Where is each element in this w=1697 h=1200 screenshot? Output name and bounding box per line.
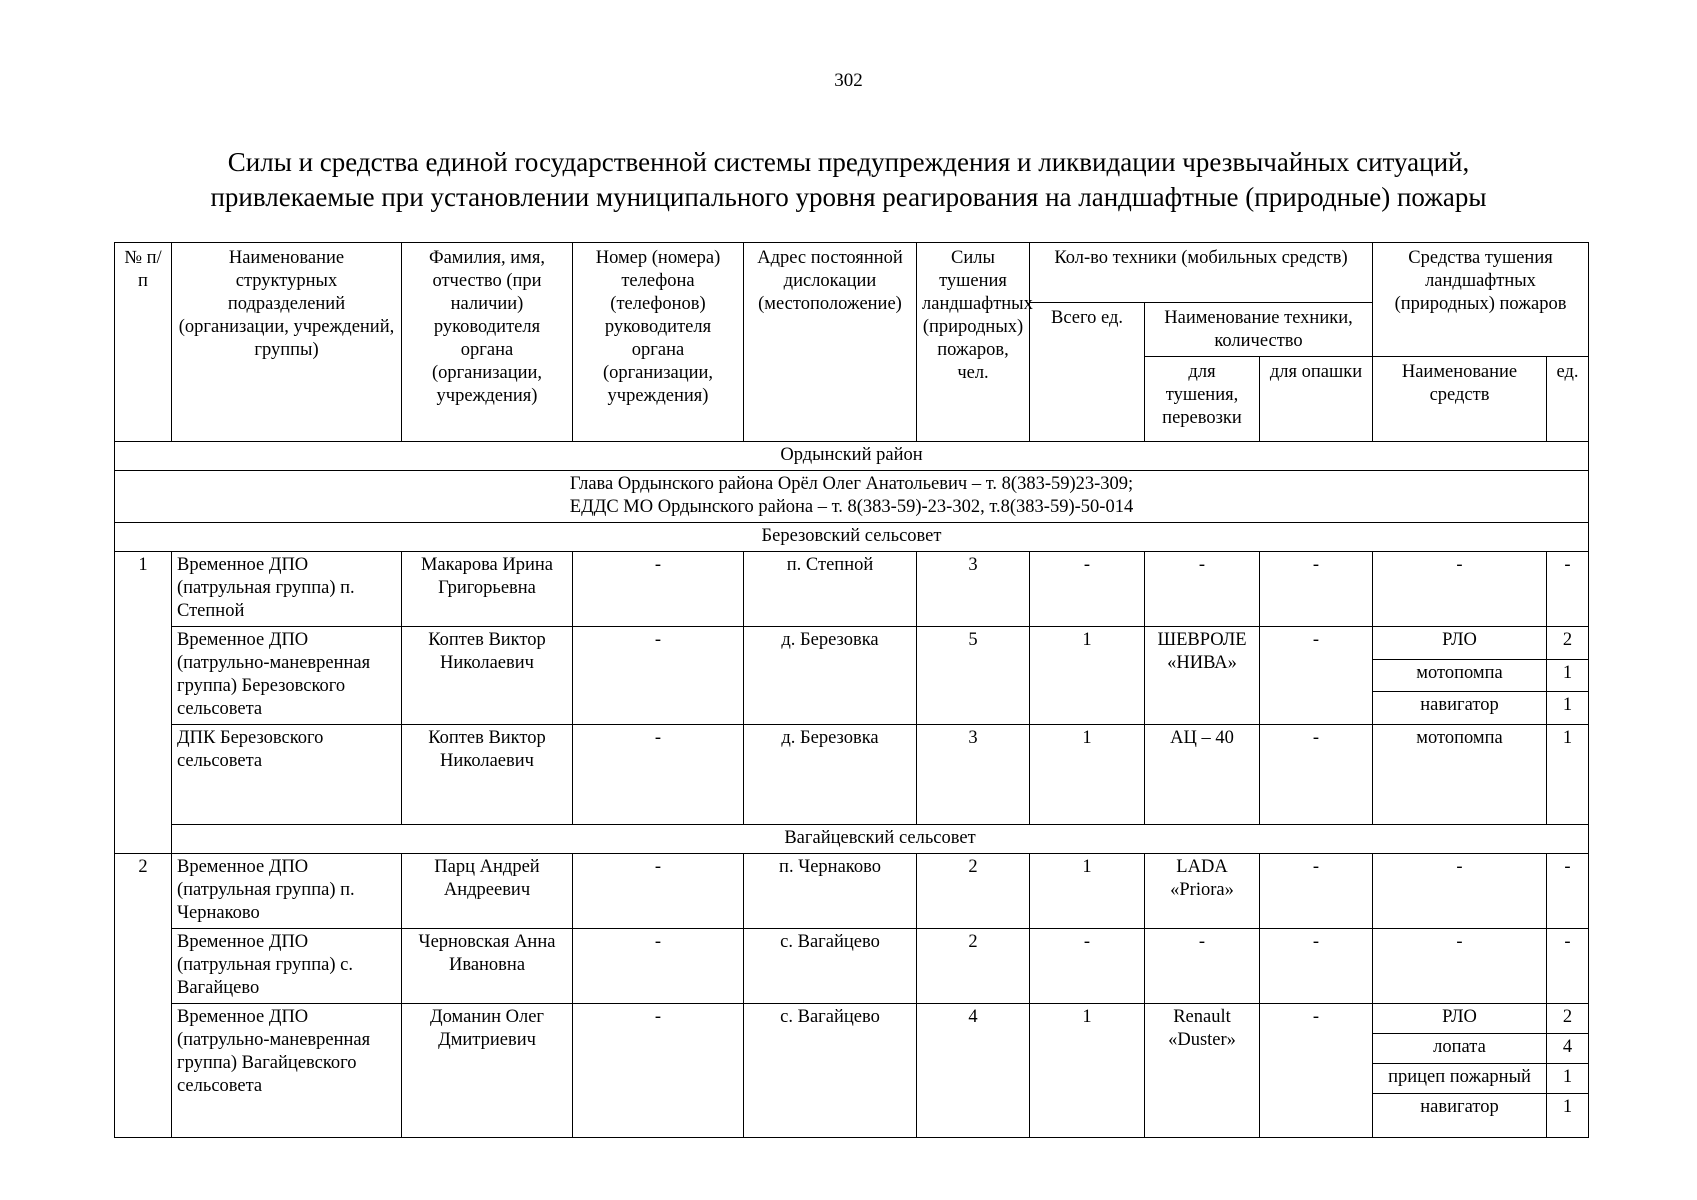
means-name: прицеп пожарный <box>1373 1064 1547 1094</box>
means-name: - <box>1373 929 1547 1004</box>
means-qty: 1 <box>1547 659 1589 692</box>
forces-count: 4 <box>917 1004 1030 1138</box>
vehicles-total: 1 <box>1030 854 1145 929</box>
vehicles-plough: - <box>1260 725 1373 825</box>
unit-name: ДПК Березовского сельсовета <box>172 725 402 825</box>
header-forces: Силы тушения ландшафтных (природных) пожаров, чел. <box>917 243 1030 442</box>
address: с. Вагайцево <box>744 929 917 1004</box>
means-qty: - <box>1547 854 1589 929</box>
means-name: мотопомпа <box>1373 725 1547 825</box>
title-line-2: привлекаемые при установлении муниципального уровня реагирования на ландшафтные (природные) пожары <box>210 182 1487 212</box>
vehicles-plough: - <box>1260 627 1373 725</box>
vehicles-total: - <box>1030 552 1145 627</box>
vehicles-extinguish: Renault «Duster» <box>1145 1004 1260 1138</box>
header-vehicles-group: Кол-во техники (мобильных средств) <box>1030 243 1373 303</box>
address: п. Степной <box>744 552 917 627</box>
district-row: Ордынский район <box>115 442 1589 471</box>
phone: - <box>573 725 744 825</box>
phone: - <box>573 552 744 627</box>
district-contacts <box>115 471 1589 523</box>
vehicles-extinguish: АЦ – 40 <box>1145 725 1260 825</box>
vehicles-plough: - <box>1260 552 1373 627</box>
vehicles-total: 1 <box>1030 725 1145 825</box>
forces-table <box>114 242 1589 1138</box>
address: д. Березовка <box>744 725 917 825</box>
district-contacts-line-1: Глава Ордынского района Орёл Олег Анатольевич – т. 8(383-59)23-309; <box>569 474 1134 494</box>
page-title <box>0 145 1697 215</box>
vehicles-total: 1 <box>1030 627 1145 725</box>
means-qty: 4 <box>1547 1034 1589 1064</box>
header-name: Наименование структурных подразделений (организации, учреждений, группы) <box>172 243 402 442</box>
header-vehicles-extinguish: для тушения, перевозки <box>1145 357 1260 442</box>
means-qty: 1 <box>1547 725 1589 825</box>
phone: - <box>573 929 744 1004</box>
unit-name: Временное ДПО (патрульная группа) с. Вагайцево <box>172 929 402 1004</box>
page-number: 302 <box>834 70 863 91</box>
section-header: Березовский сельсовет <box>115 523 1589 552</box>
means-name: РЛО <box>1373 1004 1547 1034</box>
header-vehicles-plough: для опашки <box>1260 357 1373 442</box>
means-qty: 1 <box>1547 1094 1589 1138</box>
means-name: - <box>1373 854 1547 929</box>
vehicles-extinguish: LADA «Priora» <box>1145 854 1260 929</box>
row-number: 2 <box>115 854 172 1138</box>
header-vehicles-total: Всего ед. <box>1030 303 1145 442</box>
means-qty: 2 <box>1547 1004 1589 1034</box>
vehicles-total: - <box>1030 929 1145 1004</box>
forces-count: 5 <box>917 627 1030 725</box>
vehicles-plough: - <box>1260 1004 1373 1138</box>
forces-count: 2 <box>917 929 1030 1004</box>
forces-table-container <box>114 242 1589 1138</box>
forces-count: 3 <box>917 725 1030 825</box>
header-address: Адрес постоянной дислокации (местоположение) <box>744 243 917 442</box>
vehicles-extinguish: ШЕВРОЛЕ «НИВА» <box>1145 627 1260 725</box>
phone: - <box>573 627 744 725</box>
means-name: лопата <box>1373 1034 1547 1064</box>
forces-count: 2 <box>917 854 1030 929</box>
vehicles-plough: - <box>1260 929 1373 1004</box>
district-contacts-line-2: ЕДДС МО Ордынского района – т. 8(383-59)-23-302, т.8(383-59)-50-014 <box>569 497 1134 517</box>
unit-name: Временное ДПО (патрульная группа) п. Степной <box>172 552 402 627</box>
header-phone: Номер (номера) телефона (телефонов) руководителя органа (организации, учреждения) <box>573 243 744 442</box>
header-means-unit: ед. <box>1547 357 1589 442</box>
address: п. Чернаково <box>744 854 917 929</box>
leader-name: Парц Андрей Андреевич <box>402 854 573 929</box>
phone: - <box>573 854 744 929</box>
means-qty: 1 <box>1547 692 1589 725</box>
means-name: мотопомпа <box>1373 659 1547 692</box>
unit-name: Временное ДПО (патрульно-маневренная группа) Вагайцевского сельсовета <box>172 1004 402 1138</box>
forces-count: 3 <box>917 552 1030 627</box>
header-vehicles-names: Наименование техники, количество <box>1145 303 1373 357</box>
means-name: навигатор <box>1373 1094 1547 1138</box>
header-leader: Фамилия, имя, отчество (при наличии) руководителя органа (организации, учреждения) <box>402 243 573 442</box>
leader-name: Коптев Виктор Николаевич <box>402 627 573 725</box>
vehicles-plough: - <box>1260 854 1373 929</box>
address: д. Березовка <box>744 627 917 725</box>
vehicles-extinguish: - <box>1145 552 1260 627</box>
leader-name: Коптев Виктор Николаевич <box>402 725 573 825</box>
means-qty: - <box>1547 552 1589 627</box>
means-name: - <box>1373 552 1547 627</box>
means-qty: 2 <box>1547 627 1589 660</box>
title-line-1: Силы и средства единой государственной системы предупреждения и ликвидации чрезвычайных ситуаций, <box>227 147 1470 177</box>
unit-name: Временное ДПО (патрульно-маневренная группа) Березовского сельсовета <box>172 627 402 725</box>
phone: - <box>573 1004 744 1138</box>
means-qty: - <box>1547 929 1589 1004</box>
unit-name: Временное ДПО (патрульная группа) п. Чернаково <box>172 854 402 929</box>
row-number: 1 <box>115 552 172 854</box>
means-name: РЛО <box>1373 627 1547 660</box>
vehicles-total: 1 <box>1030 1004 1145 1138</box>
address: с. Вагайцево <box>744 1004 917 1138</box>
section-header: Вагайцевский сельсовет <box>172 825 1589 854</box>
leader-name: Черновская Анна Ивановна <box>402 929 573 1004</box>
header-means-group: Средства тушения ландшафтных (природных) пожаров <box>1373 243 1589 357</box>
header-means-name: Наименование средств <box>1373 357 1547 442</box>
means-qty: 1 <box>1547 1064 1589 1094</box>
means-name: навигатор <box>1373 692 1547 725</box>
leader-name: Макарова Ирина Григорьевна <box>402 552 573 627</box>
vehicles-extinguish: - <box>1145 929 1260 1004</box>
header-num: № п/п <box>115 243 172 442</box>
leader-name: Доманин Олег Дмитриевич <box>402 1004 573 1138</box>
